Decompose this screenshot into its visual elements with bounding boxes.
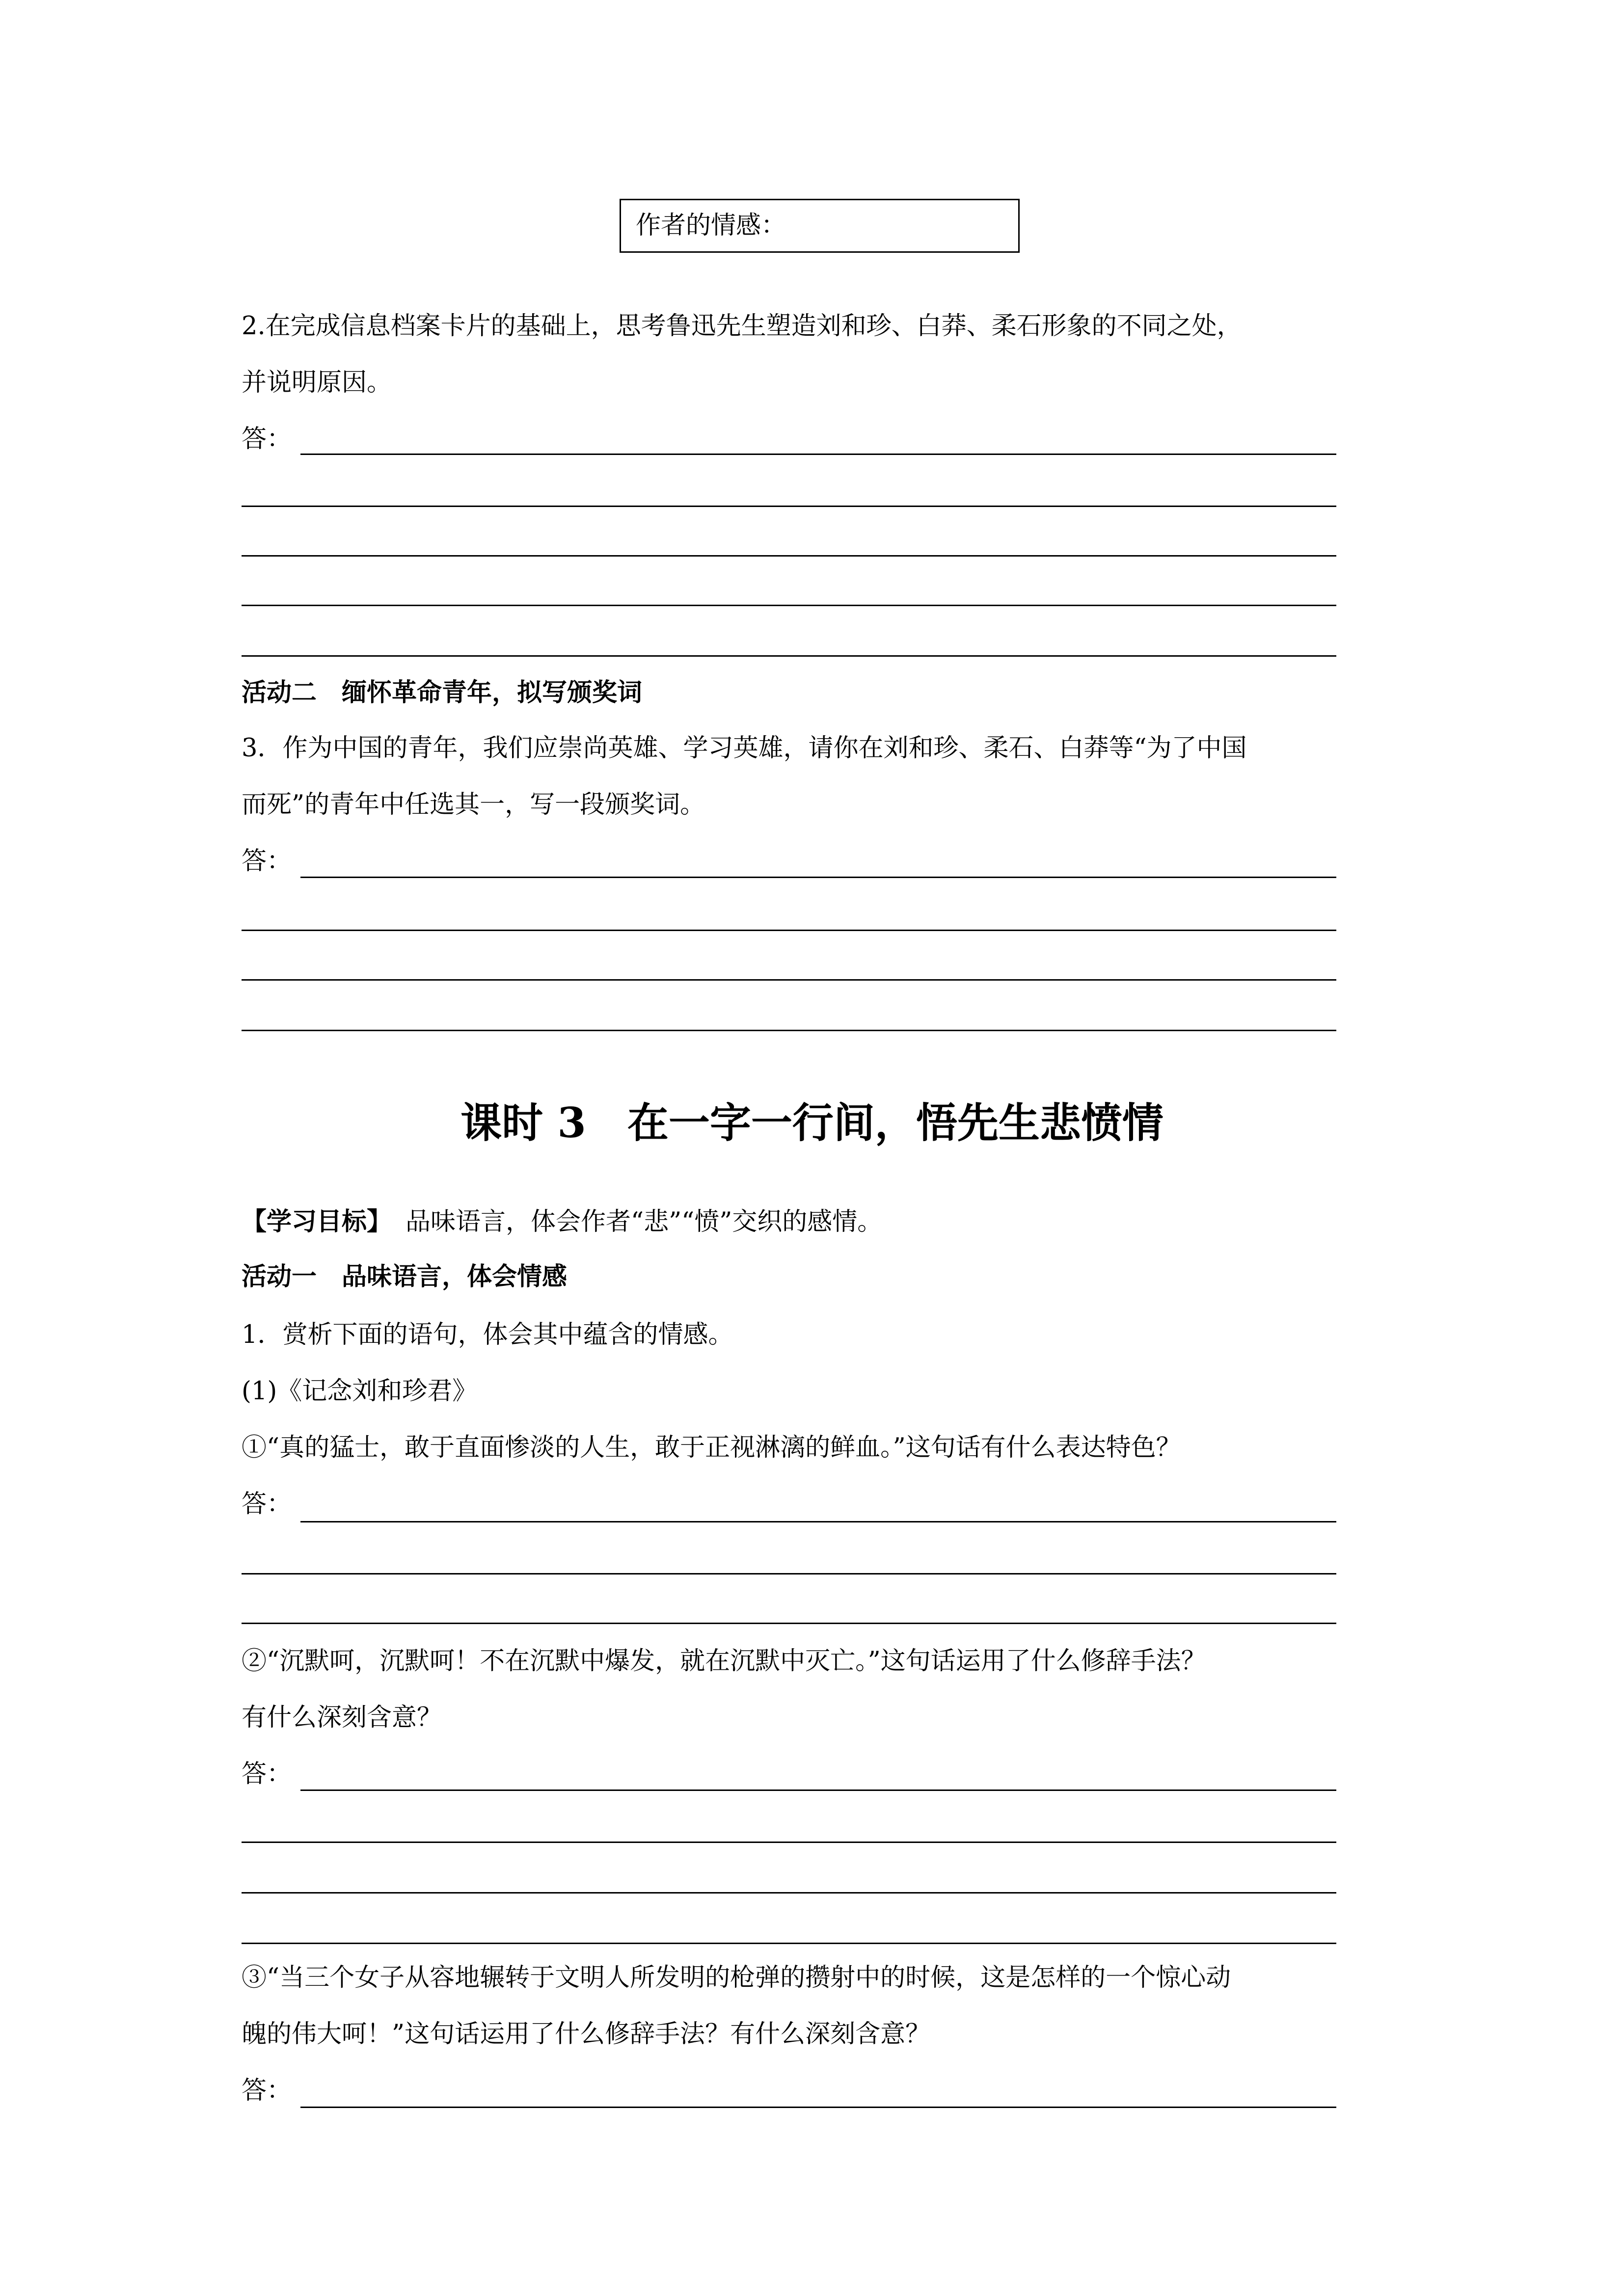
answer-line[interactable] [242, 930, 1336, 931]
question-2-line-1: 2.在完成信息档案卡片的基础上，思考鲁迅先生塑造刘和珍、白莽、柔石形象的不同之处， [242, 312, 1242, 341]
question-1-sub-1: (1)《记念刘和珍君》 [242, 1377, 478, 1406]
answer-line[interactable] [300, 877, 1336, 878]
question-3-line-2: 而死”的青年中任选其一，写一段颁奖词。 [242, 790, 705, 819]
answer-line[interactable] [300, 1789, 1336, 1791]
item-3-line-1: ③“当三个女子从容地辗转于文明人所发明的枪弹的攒射中的时候，这是怎样的一个惊心动 [242, 1963, 1231, 1992]
item-1-answer-label: 答： [242, 1490, 292, 1519]
learning-goal-text: 品味语言，体会作者“悲”“愤”交织的感情。 [406, 1207, 883, 1236]
answer-line[interactable] [242, 979, 1336, 981]
activity-2-heading: 活动二 缅怀革命青年，拟写颁奖词 [242, 678, 643, 707]
item-1-text: ①“真的猛士，敢于直面惨淡的人生，敢于正视淋漓的鲜血。”这句话有什么表达特色？ [242, 1433, 1181, 1462]
question-3-answer-label: 答： [242, 847, 292, 876]
learning-goal-label: 【学习目标】 [242, 1207, 392, 1236]
item-3-line-2: 魄的伟大呵！”这句话运用了什么修辞手法？有什么深刻含意？ [242, 2020, 931, 2049]
answer-line[interactable] [242, 1892, 1336, 1894]
answer-line[interactable] [300, 2107, 1336, 2108]
item-3-answer-label: 答： [242, 2076, 292, 2105]
item-2-answer-label: 答： [242, 1760, 292, 1789]
answer-line[interactable] [242, 555, 1336, 557]
answer-line[interactable] [242, 1943, 1336, 1944]
answer-line[interactable] [300, 454, 1336, 455]
lesson-title: 课时 3 在一字一行间，悟先生悲愤情 [460, 1098, 1164, 1147]
answer-line[interactable] [242, 605, 1336, 606]
learning-goal [242, 1207, 882, 1237]
emotion-box-label: 作者的情感： [636, 211, 786, 240]
answer-line[interactable] [242, 1573, 1336, 1575]
answer-line[interactable] [242, 1842, 1336, 1843]
item-2-line-2: 有什么深刻含意？ [242, 1703, 442, 1732]
answer-line[interactable] [300, 1521, 1336, 1522]
answer-line[interactable] [242, 1030, 1336, 1031]
answer-line[interactable] [242, 655, 1336, 657]
activity-1-heading: 活动一 品味语言，体会情感 [242, 1262, 568, 1291]
answer-line[interactable] [242, 1623, 1336, 1624]
question-2-answer-label: 答： [242, 425, 292, 454]
item-2-line-1: ②“沉默呵，沉默呵！不在沉默中爆发，就在沉默中灭亡。”这句话运用了什么修辞手法？ [242, 1647, 1206, 1676]
answer-line[interactable] [242, 506, 1336, 507]
question-1-intro: 1．赏析下面的语句，体会其中蕴含的情感。 [242, 1320, 733, 1349]
question-3-line-1: 3．作为中国的青年，我们应崇尚英雄、学习英雄，请你在刘和珍、柔石、白莽等“为了中国 [242, 734, 1247, 763]
question-2-line-2: 并说明原因。 [242, 368, 392, 397]
